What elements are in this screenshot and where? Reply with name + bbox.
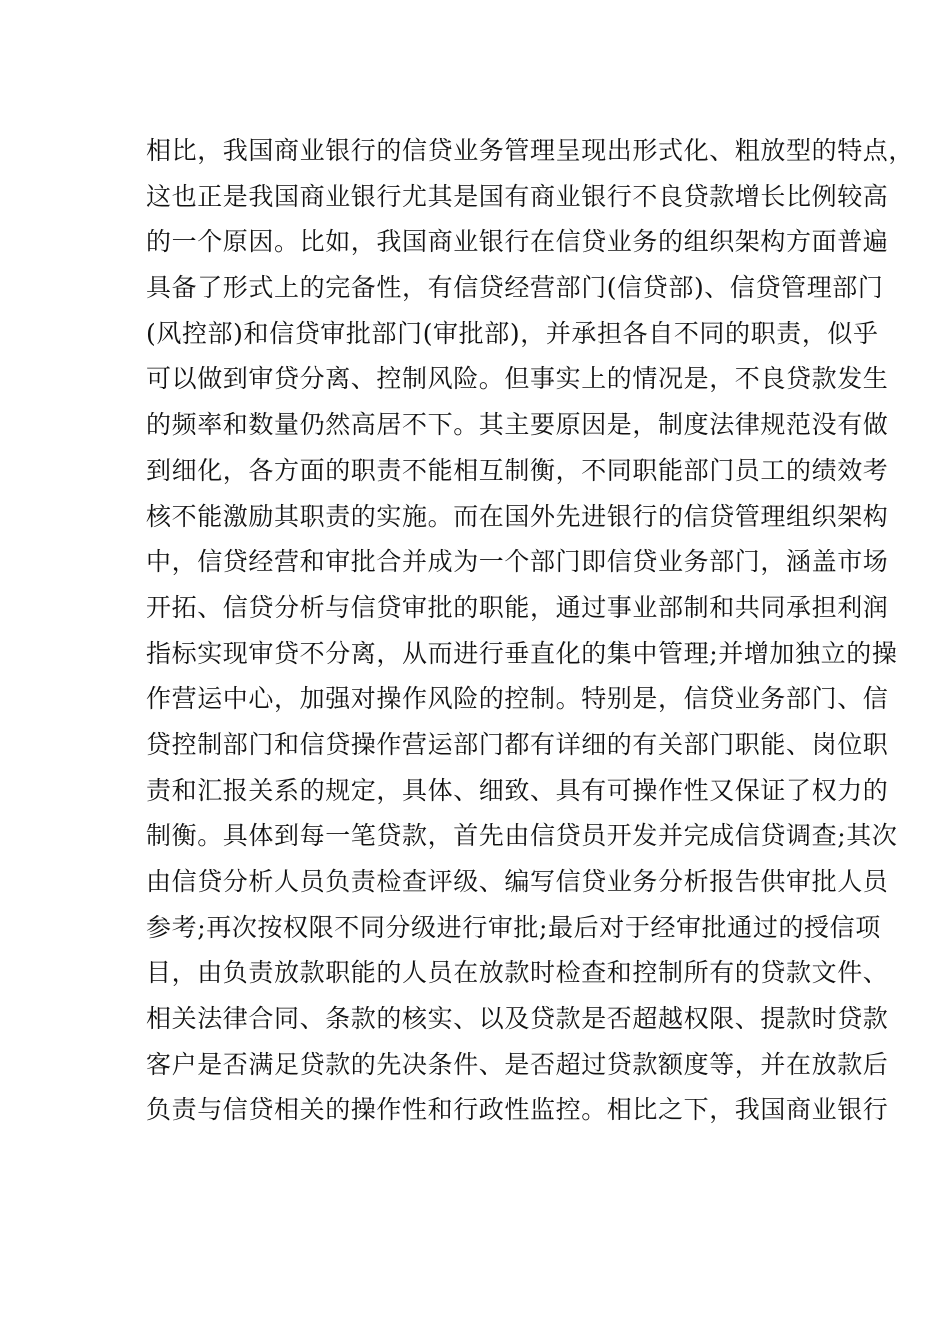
text-line: 这也正是我国商业银行尤其是国有商业银行不良贷款增长比例较高: [146, 181, 889, 211]
text-line: 具备了形式上的完备性，有信贷经营部门(信贷部)、信贷管理部门: [146, 273, 884, 303]
text-line: 责和汇报关系的规定，具体、细致、具有可操作性又保证了权力的: [146, 775, 889, 805]
text-line: (风控部)和信贷审批部门(审批部)，并承担各自不同的职责，似乎: [146, 318, 879, 348]
text-line: 由信贷分析人员负责检查评级、编写信贷业务分析报告供审批人员: [146, 867, 889, 896]
text-line: 相比，我国商业银行的信贷业务管理呈现出形式化、粗放型的特点，: [146, 136, 915, 165]
text-line: 客户是否满足贷款的先决条件、是否超过贷款额度等，并在放款后: [146, 1049, 889, 1079]
text-line: 贷控制部门和信贷操作营运部门都有详细的有关部门职能、岗位职: [146, 729, 889, 759]
text-line: 开拓、信贷分析与信贷审批的职能，通过事业部制和共同承担利润: [146, 592, 889, 622]
text-line: 可以做到审贷分离、控制风险。但事实上的情况是，不良贷款发生: [146, 364, 889, 394]
text-line: 目，由负责放款职能的人员在放款时检查和控制所有的贷款文件、: [146, 958, 889, 988]
text-line: 中，信贷经营和审批合并成为一个部门即信贷业务部门，涵盖市场: [146, 547, 889, 577]
body-text: [146, 128, 915, 1133]
text-line: 核不能激励其职责的实施。而在国外先进银行的信贷管理组织架构: [146, 501, 889, 531]
text-line: 参考;再次按权限不同分级进行审批;最后对于经审批通过的授信项: [146, 912, 881, 942]
text-line: 作营运中心，加强对操作风险的控制。特别是，信贷业务部门、信: [146, 684, 889, 714]
text-line: 的频率和数量仍然高居不下。其主要原因是，制度法律规范没有做: [146, 410, 889, 440]
text-line: 相关法律合同、条款的核实、以及贷款是否超越权限、提款时贷款: [146, 1004, 889, 1034]
text-line: 指标实现审贷不分离，从而进行垂直化的集中管理;并增加独立的操: [146, 638, 898, 668]
text-line: 负责与信贷相关的操作性和行政性监控。相比之下，我国商业银行: [146, 1095, 889, 1125]
text-line: 的一个原因。比如，我国商业银行在信贷业务的组织架构方面普遍: [146, 227, 889, 257]
text-line: 到细化，各方面的职责不能相互制衡，不同职能部门员工的绩效考: [146, 455, 889, 485]
text-line: 制衡。具体到每一笔贷款，首先由信贷员开发并完成信贷调查;其次: [146, 821, 898, 851]
